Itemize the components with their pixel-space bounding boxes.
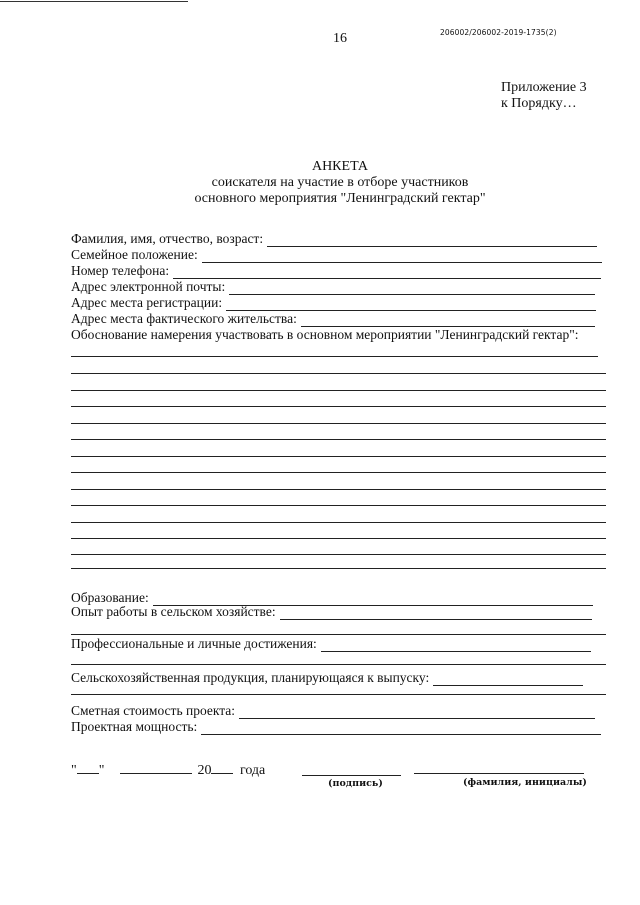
field-products-label: Сельскохозяйственная продукция, планирующаяся к выпуску: bbox=[71, 670, 430, 685]
field-justification bbox=[71, 327, 578, 343]
name-initials-line[interactable] bbox=[414, 773, 584, 774]
field-email-line[interactable] bbox=[229, 282, 595, 295]
field-email-label: Адрес электронной почты: bbox=[71, 279, 226, 294]
justification-line[interactable] bbox=[71, 489, 606, 490]
signature-caption: (подпись) bbox=[328, 778, 383, 789]
date-year-field[interactable] bbox=[211, 763, 233, 774]
appendix-note bbox=[501, 80, 587, 112]
appendix-line-2: к Порядку… bbox=[501, 96, 577, 111]
date-day-field[interactable] bbox=[77, 763, 99, 774]
justification-line[interactable] bbox=[71, 373, 606, 374]
appendix-line-1: Приложение 3 bbox=[501, 80, 587, 95]
form-subtitle-1: соискателя на участие в отборе участников bbox=[211, 175, 469, 190]
header-rule bbox=[0, 1, 188, 2]
date-month-field[interactable] bbox=[120, 763, 192, 774]
field-phone-label: Номер телефона: bbox=[71, 263, 170, 278]
justification-line[interactable] bbox=[71, 423, 606, 424]
field-experience-line[interactable] bbox=[280, 607, 592, 620]
justification-line[interactable] bbox=[71, 356, 598, 357]
justification-line[interactable] bbox=[71, 522, 606, 523]
field-experience[interactable] bbox=[71, 604, 592, 620]
date-year-prefix: 20 bbox=[197, 763, 212, 778]
field-family-line[interactable] bbox=[202, 250, 602, 263]
field-education-label: Образование: bbox=[71, 590, 149, 605]
field-actual-address[interactable] bbox=[71, 311, 595, 327]
field-achievements-line[interactable] bbox=[321, 639, 591, 652]
field-achievements[interactable] bbox=[71, 636, 591, 652]
field-family[interactable] bbox=[71, 247, 602, 263]
field-capacity-label: Проектная мощность: bbox=[71, 719, 198, 734]
field-cost-label: Сметная стоимость проекта: bbox=[71, 703, 236, 718]
experience-extra-line[interactable] bbox=[71, 634, 606, 635]
field-cost-line[interactable] bbox=[239, 706, 595, 719]
field-fio[interactable] bbox=[71, 231, 597, 247]
field-reg-address[interactable] bbox=[71, 295, 596, 311]
name-initials-caption: (фамилия, инициалы) bbox=[463, 777, 587, 788]
field-phone-line[interactable] bbox=[173, 266, 601, 279]
field-email[interactable] bbox=[71, 279, 595, 295]
field-fio-line[interactable] bbox=[267, 234, 597, 247]
field-actual-address-label: Адрес места фактического жительства: bbox=[71, 311, 297, 326]
field-products-line[interactable] bbox=[433, 673, 583, 686]
field-achievements-label: Профессиональные и личные достижения: bbox=[71, 636, 317, 651]
justification-line[interactable] bbox=[71, 505, 606, 506]
justification-line[interactable] bbox=[71, 406, 606, 407]
field-actual-address-line[interactable] bbox=[301, 314, 595, 327]
field-phone[interactable] bbox=[71, 263, 601, 279]
justification-line[interactable] bbox=[71, 472, 606, 473]
field-reg-address-label: Адрес места регистрации: bbox=[71, 295, 223, 310]
justification-line[interactable] bbox=[71, 538, 606, 539]
field-capacity[interactable] bbox=[71, 719, 601, 735]
document-id: 206002/206002-2019-1735(2) bbox=[440, 28, 557, 37]
justification-line[interactable] bbox=[71, 568, 606, 569]
justification-line[interactable] bbox=[71, 554, 606, 555]
form-title: АНКЕТА bbox=[311, 159, 369, 174]
field-capacity-line[interactable] bbox=[201, 722, 601, 735]
products-extra-line[interactable] bbox=[71, 694, 606, 695]
page-number: 16 bbox=[333, 31, 347, 46]
field-reg-address-line[interactable] bbox=[226, 298, 596, 311]
date-year-suffix: года bbox=[239, 763, 266, 778]
field-justification-label: Обоснование намерения участвовать в основном мероприятии "Ленинградский гектар": bbox=[71, 327, 579, 342]
field-products[interactable] bbox=[71, 670, 583, 686]
justification-line[interactable] bbox=[71, 456, 606, 457]
form-subtitle-2: основного мероприятия "Ленинградский гектар" bbox=[194, 191, 486, 206]
field-cost[interactable] bbox=[71, 703, 595, 719]
justification-line[interactable] bbox=[71, 390, 606, 391]
date-block bbox=[71, 763, 265, 779]
field-experience-label: Опыт работы в сельском хозяйстве: bbox=[71, 604, 276, 619]
achievements-extra-line[interactable] bbox=[71, 664, 606, 665]
signature-line[interactable] bbox=[302, 775, 401, 776]
date-quote-open: " bbox=[71, 763, 77, 778]
field-family-label: Семейное положение: bbox=[71, 247, 198, 262]
field-fio-label: Фамилия, имя, отчество, возраст: bbox=[71, 231, 264, 246]
date-quote-close: " bbox=[98, 763, 105, 778]
justification-line[interactable] bbox=[71, 439, 606, 440]
